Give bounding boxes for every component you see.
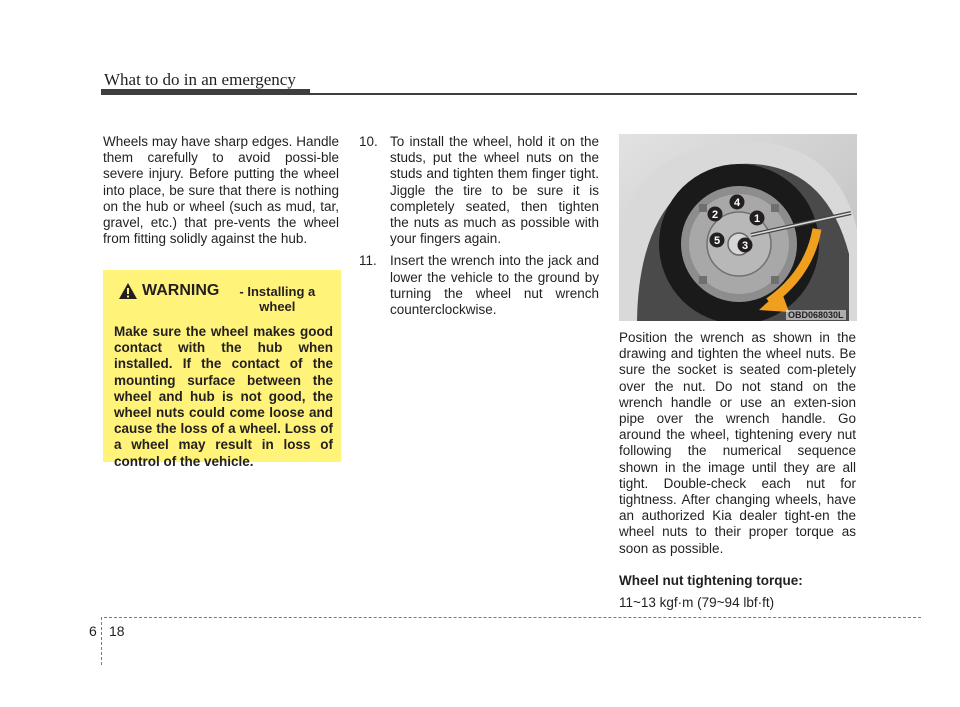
chapter-number: 6 — [89, 623, 97, 639]
torque-value: 11~13 kgf·m (79~94 lbf·ft) — [619, 595, 775, 611]
figure-code: OBD068030L — [788, 310, 844, 320]
wheel-nut-diagram — [619, 134, 857, 321]
header-bar — [101, 89, 310, 95]
nut-label: 2 — [711, 209, 719, 221]
rim-slot — [771, 204, 779, 212]
rim-slot — [771, 276, 779, 284]
page-number: 18 — [109, 623, 125, 639]
warning-subtitle-line2: wheel — [259, 299, 296, 314]
nut-badge-2 — [708, 207, 723, 222]
section-title: What to do in an emergency — [104, 70, 296, 89]
warning-triangle-icon — [118, 282, 138, 300]
nut-label: 3 — [741, 240, 749, 252]
left-column — [103, 134, 339, 247]
step-text: Insert the wrench into the jack and lower the vehicle to the ground by turning the wheel nut wrench counterclockwise. — [390, 253, 599, 318]
nut-badge-1 — [750, 211, 765, 226]
step-number: 11. — [359, 253, 377, 269]
warning-header — [114, 282, 333, 314]
step-text: To install the wheel, hold it on the studs, put the wheel nuts on the studs and tighten them finger tight. Jiggle the tire to be sure it is completely seated, then tighten the nuts as much as possible with your fingers again. — [390, 134, 599, 247]
rim-slot — [699, 204, 707, 212]
left-paragraph: Wheels may have sharp edges. Handle them carefully to avoid possi-ble severe injury. Before putting the wheel into place, be sure that there is nothing on the hub or wheel (such as mud, tar, gravel, etc.) that pre-vents the wheel from fitting solidly against the hub. — [103, 134, 339, 247]
warning-subtitle-line1: - Installing a — [239, 284, 316, 299]
nut-badge-3 — [738, 238, 753, 253]
step-item — [359, 253, 599, 318]
step-number: 10. — [359, 134, 378, 149]
header-rule — [310, 93, 857, 95]
nut-label: 1 — [753, 213, 761, 225]
nut-badge-4 — [730, 195, 745, 210]
torque-heading: Wheel nut tightening torque: — [619, 572, 803, 588]
footer-rule — [104, 617, 921, 618]
warning-body: Make sure the wheel makes good contact with the hub when installed. If the contact of the mounting surface between the wheel and hub is not good, the wheel nuts could come loose and cause the loss of a wheel. Loss of a wheel may result in loss of control of the vehicle. — [114, 324, 333, 469]
wheel-illustration — [619, 134, 857, 321]
steps-column — [359, 134, 599, 324]
warning-label: WARNING — [142, 282, 220, 299]
step-item — [359, 134, 599, 247]
warning-box — [103, 270, 341, 469]
right-paragraph: Position the wrench as shown in the drawing and tighten the wheel nuts. Be sure the socket is seated com-pletely over the nut. Do not stand on the wrench handle or use an exten-sion pipe over the wrench handle. Go around the wheel, tightening every nut following the numerical sequence shown in the image until they are all tight. Double-check each nut for tightness. After changing wheels, have an authorized Kia dealer tight-en the wheel nuts to their proper torque as soon as possible. — [619, 330, 856, 556]
nut-badge-5 — [710, 233, 725, 248]
nut-label: 4 — [733, 197, 741, 209]
rim-slot — [699, 276, 707, 284]
right-column — [619, 330, 856, 611]
footer-divider — [101, 617, 102, 665]
nut-label: 5 — [713, 235, 721, 247]
